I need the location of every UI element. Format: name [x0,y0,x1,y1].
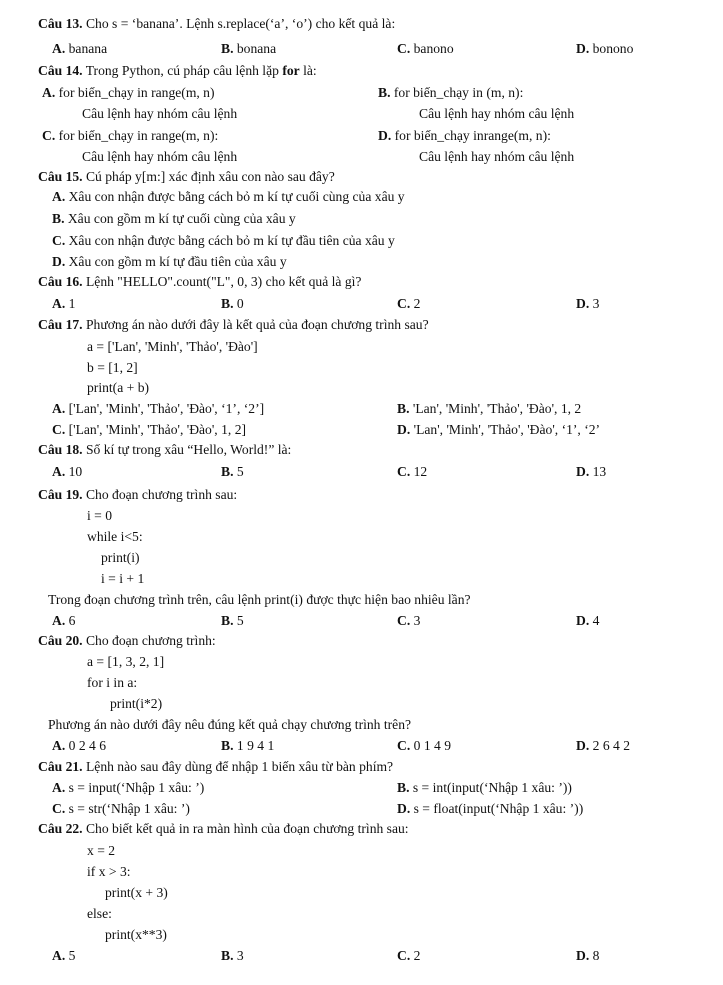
option-label: D. [397,801,411,816]
option-label: A. [52,613,66,628]
option-label: D. [378,128,392,143]
code-line: for i in a: [87,675,138,690]
option-label: B. [397,780,410,795]
option-b [378,84,523,102]
option-a [52,947,75,965]
option-text: 0 1 4 9 [410,738,451,753]
option-d [576,612,599,630]
option-label: D. [397,422,411,437]
question-15-stem [38,168,335,186]
question-number: Câu 16. [38,274,83,289]
option-label: A. [52,780,66,795]
question-text: Trong Python, cú pháp câu lệnh lặp [82,63,283,78]
option-label: A. [52,189,66,204]
question-number: Câu 20. [38,633,83,648]
option-label: C. [397,464,411,479]
option-label: D. [576,41,590,56]
option-label: B. [397,401,410,416]
option-d [576,737,630,755]
option-text: s = int(input(‘Nhập 1 xâu: ’)) [409,780,572,795]
option-c [397,40,454,58]
question-text: Cho s = ‘banana’. Lệnh s.replace(‘a’, ‘o’) cho kết quả là: [82,16,396,31]
option-text: Xâu con nhận được bằng cách bỏ m kí tự cuối cùng của xâu y [65,189,405,204]
option-a [52,463,82,481]
option-text: 3 [410,613,421,628]
question-14-stem [38,62,317,80]
option-a [52,400,264,418]
code-line: print(a + b) [87,380,150,395]
option-label: C. [52,801,66,816]
option-label: B. [378,85,391,100]
question-21-stem [38,758,393,776]
option-label: A. [52,296,66,311]
question-22-stem [38,820,409,838]
code-line: a = ['Lan', 'Minh', 'Thảo', 'Đào'] [87,339,258,354]
code-line: while i<5: [87,529,143,544]
code-line: print(i) [101,550,140,565]
option-b [221,40,276,58]
option-d [397,421,600,439]
option-b [221,295,244,313]
option-label: B. [221,738,234,753]
option-a [52,188,405,206]
option-text: s = float(input(‘Nhập 1 xâu: ’)) [410,801,584,816]
option-c [397,612,420,630]
question-text: Lệnh nào sau đây dùng để nhập 1 biến xâu từ bàn phím? [82,759,394,774]
question-text-end: là: [299,63,317,78]
option-text: banono [410,41,454,56]
option-label: A. [42,85,56,100]
question-number: Câu 19. [38,487,83,502]
option-a [52,779,204,797]
option-a [42,84,215,102]
option-label: A. [52,948,66,963]
option-b [397,400,581,418]
option-d [378,127,551,145]
option-d [52,253,287,271]
option-text: for biến_chạy in range(m, n): [55,128,219,143]
option-text: 'Lan', 'Minh', 'Thảo', 'Đào', 1, 2 [409,401,582,416]
option-b [221,737,274,755]
option-label: C. [52,233,66,248]
option-b [221,463,244,481]
option-c [397,295,420,313]
option-text: s = str(‘Nhập 1 xâu: ’) [65,801,190,816]
option-text: 4 [589,613,600,628]
option-text: ['Lan', 'Minh', 'Thảo', 'Đào', 1, 2] [65,422,247,437]
option-c [397,463,427,481]
option-text: 6 [65,613,76,628]
code-line: print(x**3) [105,927,167,942]
option-label: B. [221,948,234,963]
option-d [576,295,599,313]
option-label: D. [576,296,590,311]
option-label: C. [42,128,56,143]
question-text: Cú pháp y[m:] xác định xâu con nào sau đây? [82,169,335,184]
option-label: A. [52,41,66,56]
option-d [397,800,583,818]
option-b [221,947,244,965]
code-line: else: [87,906,112,921]
option-label: A. [52,464,66,479]
option-text: 'Lan', 'Minh', 'Thảo', 'Đào', ‘1’, ‘2’ [410,422,601,437]
option-text: 1 [65,296,76,311]
code-line: i = 0 [87,508,113,523]
option-label: C. [397,41,411,56]
option-text: bonono [589,41,634,56]
option-a [52,295,75,313]
option-text: Xâu con gồm m kí tự đầu tiên của xâu y [65,254,287,269]
option-c [397,737,451,755]
question-text: Cho biết kết quả in ra màn hình của đoạn chương trình sau: [82,821,409,836]
question-number: Câu 17. [38,317,83,332]
option-a [52,40,107,58]
option-text: 3 [233,948,244,963]
option-text: 0 2 4 6 [65,738,106,753]
option-label: C. [397,296,411,311]
question-number: Câu 15. [38,169,83,184]
question-number: Câu 18. [38,442,83,457]
question-number: Câu 21. [38,759,83,774]
option-b [221,612,244,630]
option-label: B. [52,211,65,226]
question-text: Cho đoạn chương trình: [82,633,216,648]
question-text: Lệnh "HELLO".count("L", 0, 3) cho kết quả là gì? [82,274,362,289]
option-text: Xâu con gồm m kí tự cuối cùng của xâu y [64,211,296,226]
code-line: i = i + 1 [101,571,145,586]
option-label: C. [397,738,411,753]
option-text: s = input(‘Nhập 1 xâu: ’) [65,780,205,795]
option-label: D. [576,464,590,479]
option-a-body: Câu lệnh hay nhóm câu lệnh [82,106,238,121]
question-number: Câu 22. [38,821,83,836]
option-text: 0 [233,296,244,311]
question-16-stem [38,273,361,291]
option-b-body: Câu lệnh hay nhóm câu lệnh [419,106,575,121]
code-line: x = 2 [87,843,116,858]
question-17-stem [38,316,429,334]
option-label: B. [221,296,234,311]
question-13-stem [38,15,395,33]
option-text: 5 [233,613,244,628]
option-text: 12 [410,464,428,479]
option-b [52,210,296,228]
option-label: A. [52,401,66,416]
option-label: C. [52,422,66,437]
question-20-prompt: Phương án nào dưới đây nêu đúng kết quả chạy chương trình trên? [48,717,412,732]
question-number: Câu 14. [38,63,83,78]
question-text: Số kí tự trong xâu “Hello, World!” là: [82,442,292,457]
option-text: banana [65,41,108,56]
option-text: 5 [65,948,76,963]
code-line: print(i*2) [110,696,163,711]
option-b [397,779,572,797]
code-line: a = [1, 3, 2, 1] [87,654,165,669]
option-text: for biến_chạy in (m, n): [390,85,524,100]
question-number: Câu 13. [38,16,83,31]
option-text: bonana [233,41,277,56]
option-text: 8 [589,948,600,963]
option-d [576,40,633,58]
option-c [52,232,395,250]
code-line: b = [1, 2] [87,360,138,375]
option-label: A. [52,738,66,753]
option-d [576,463,606,481]
option-c [42,127,218,145]
option-label: C. [397,948,411,963]
code-line: print(x + 3) [105,885,168,900]
option-c-body: Câu lệnh hay nhóm câu lệnh [82,149,238,164]
option-text: 10 [65,464,83,479]
question-text: Cho đoạn chương trình sau: [82,487,238,502]
option-label: B. [221,613,234,628]
option-text: 3 [589,296,600,311]
code-line: if x > 3: [87,864,131,879]
question-19-stem [38,486,237,504]
option-text: 5 [233,464,244,479]
option-label: D. [576,613,590,628]
option-label: B. [221,41,234,56]
option-text: 2 6 4 2 [589,738,630,753]
question-20-stem [38,632,216,650]
option-text: 2 [410,948,421,963]
question-19-prompt: Trong đoạn chương trình trên, câu lệnh print(i) được thực hiện bao nhiêu lần? [48,592,471,607]
option-label: D. [576,738,590,753]
option-text: for biến_chạy in range(m, n) [55,85,215,100]
option-d-body: Câu lệnh hay nhóm câu lệnh [419,149,575,164]
option-text: 1 9 4 1 [233,738,275,753]
option-a [52,612,75,630]
option-label: D. [52,254,66,269]
option-text: Xâu con nhận được bằng cách bỏ m kí tự đầu tiên của xâu y [65,233,395,248]
option-text: 13 [589,464,607,479]
question-text: Phương án nào dưới đây là kết quả của đoạn chương trình sau? [82,317,429,332]
option-c [397,947,420,965]
option-label: C. [397,613,411,628]
option-c [52,800,190,818]
keyword-for: for [282,63,300,78]
option-c [52,421,246,439]
option-d [576,947,599,965]
option-a [52,737,106,755]
option-text: ['Lan', 'Minh', 'Thảo', 'Đào', ‘1’, ‘2’] [65,401,265,416]
option-text: for biến_chạy inrange(m, n): [391,128,551,143]
option-label: D. [576,948,590,963]
option-text: 2 [410,296,421,311]
option-label: B. [221,464,234,479]
question-18-stem [38,441,291,459]
